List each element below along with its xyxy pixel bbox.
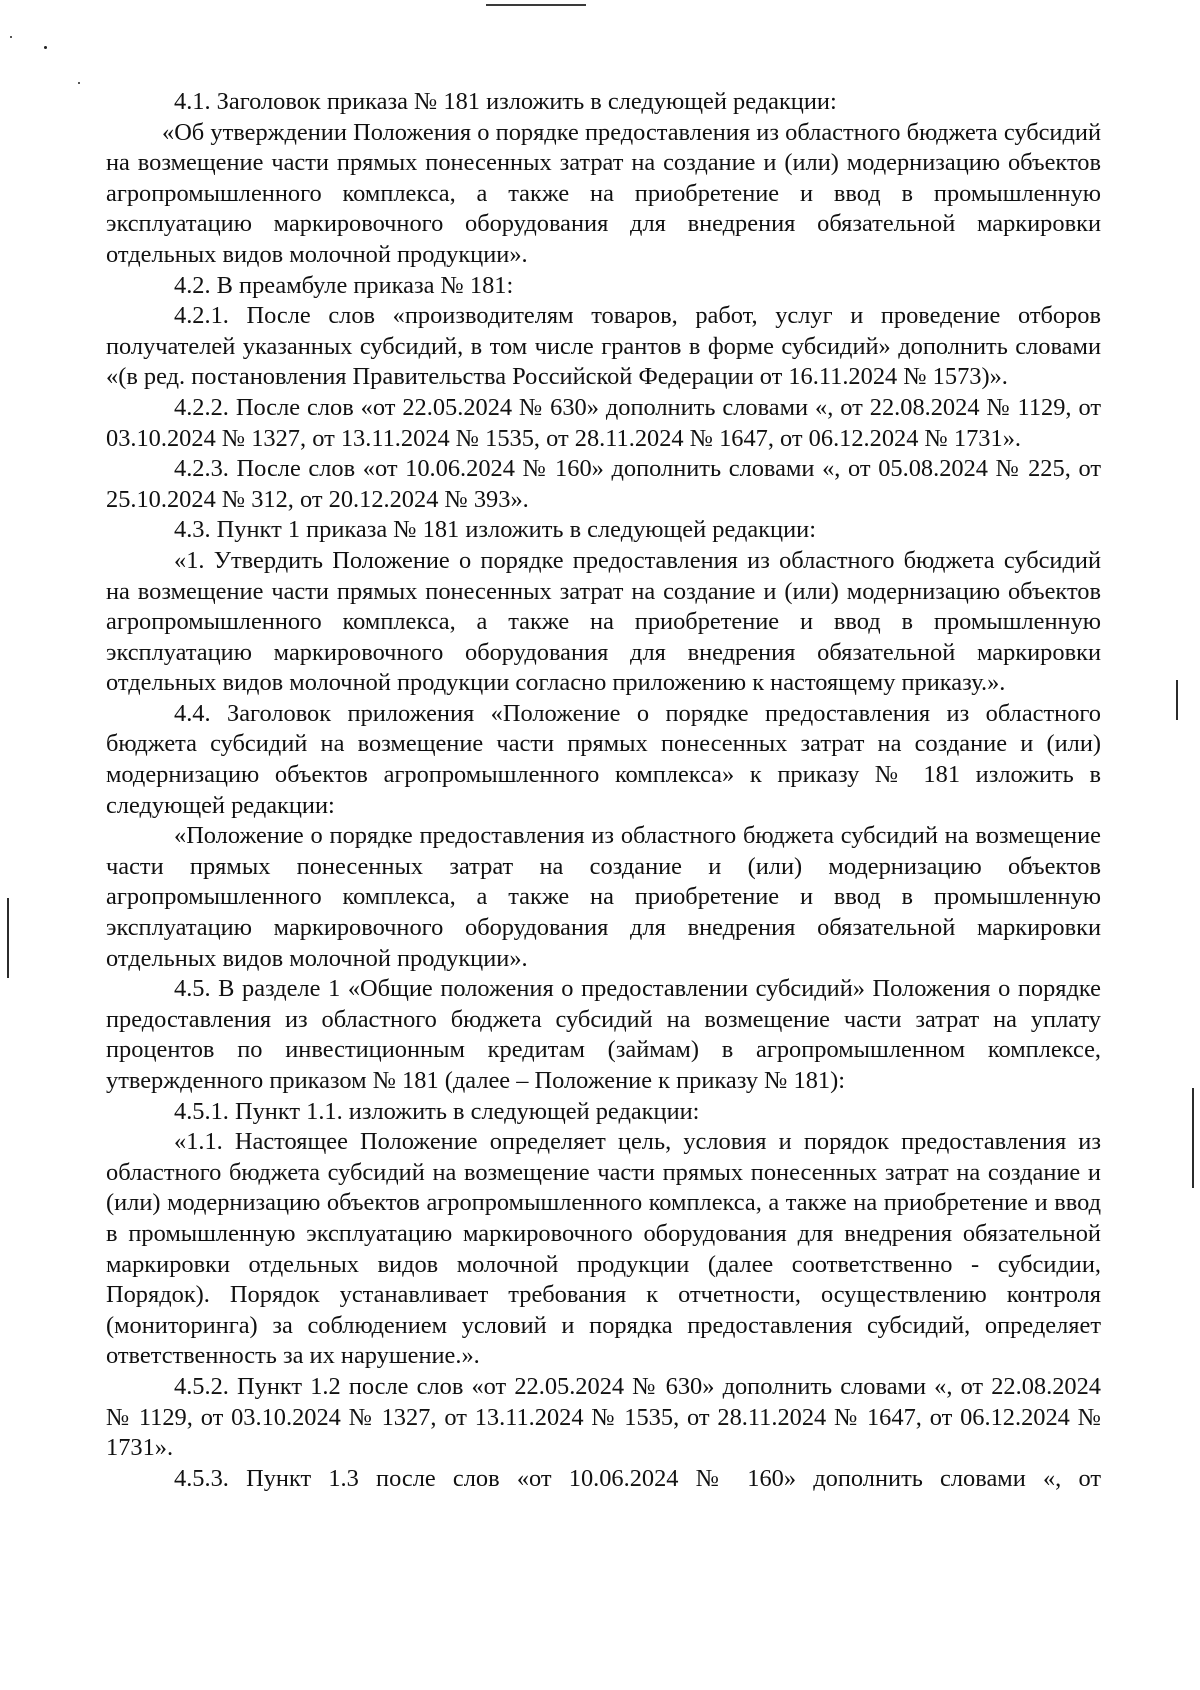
paragraph-4-2: 4.2. В преамбуле приказа № 181: xyxy=(174,271,514,299)
paragraph-appendix-title-quote: «Положение о порядке предоставления из областного бюджета субсидий на возмещение части прямых понесенных затрат на создание и (или) модернизацию объектов агропромышленного комплекса, а также на приобретение и ввод в промышленную эксплуатацию маркировочного оборудования для внедрения обязательной маркировки отдельных видов молочной продукции». xyxy=(106,822,1101,972)
paragraph-4-2-1: 4.2.1. После слов «производителям товаров, работ, услуг и проведение отборов получателей указанных субсидий, в том числе грантов в форме субсидий» дополнить словами «(в ред. постановления Правительства Российской Федерации от 16.11.2024 № 1573)». xyxy=(106,302,1101,391)
scan-speck xyxy=(10,36,12,38)
paragraph-1-1-quote: «1.1. Настоящее Положение определяет цель, условия и порядок предоставления из областного бюджета субсидий на возмещение части прямых понесенных затрат на создание и (или) модернизацию объектов агропромышленного комплекса, а также на приобретение и ввод в промышленную эксплуатацию маркировочного оборудования для внедрения обязательной маркировки отдельных видов молочной продукции (далее соответственно - субсидии, Порядок). Порядок устанавливает требования к отчетности, осуществлению контроля (мониторинга) за соблюдением условий и порядка предоставления субсидий, определяет ответственность за их нарушение.». xyxy=(106,1128,1101,1370)
paragraph-4-5-3: 4.5.3. Пункт 1.3 после слов «от 10.06.2024 № 160» дополнить словами «, от xyxy=(174,1464,1101,1492)
paragraph-title-quote: «Об утверждении Положения о порядке предоставления из областного бюджета субсидий на возмещение части прямых понесенных затрат на создание и (или) модернизацию объектов агропромышленного комплекса, а также на приобретение и ввод в промышленную эксплуатацию маркировочного оборудования для внедрения обязательной маркировки отдельных видов молочной продукции». xyxy=(106,118,1101,268)
paragraph-4-5-2: 4.5.2. Пункт 1.2 после слов «от 22.05.2024 № 630» дополнить словами «, от 22.08.2024 № 1129, от 03.10.2024 № 1327, от 13.11.2024 № 1535, от 28.11.2024 № 1647, от 06.12.2024 № 1731». xyxy=(106,1372,1101,1462)
paragraph-4-2-3: 4.2.3. После слов «от 10.06.2024 № 160» дополнить словами «, от 05.08.2024 № 225, от 25.10.2024 № 312, от 20.12.2024 № 393». xyxy=(106,455,1101,513)
paragraph-4-1: 4.1. Заголовок приказа № 181 изложить в следующей редакции: xyxy=(174,88,837,115)
top-rule xyxy=(486,4,586,6)
document-body xyxy=(106,87,1101,1494)
paragraph-4-5-1: 4.5.1. Пункт 1.1. изложить в следующей редакции: xyxy=(174,1097,700,1125)
paragraph-4-5: 4.5. В разделе 1 «Общие положения о предоставлении субсидий» Положения о порядке предоставления из областного бюджета субсидий на возмещение части затрат на уплату процентов по инвестиционным кредитам (займам) в агропромышленном комплексе, утвержденного приказом № 181 (далее – Положение к приказу № 181): xyxy=(106,975,1101,1094)
scan-speck xyxy=(44,46,47,49)
paragraph-4-3: 4.3. Пункт 1 приказа № 181 изложить в следующей редакции: xyxy=(174,516,816,544)
scan-speck xyxy=(78,82,80,84)
paragraph-point-1-quote: «1. Утвердить Положение о порядке предоставления из областного бюджета субсидий на возмещение части прямых понесенных затрат на создание и (или) модернизацию объектов агропромышленного комплекса, а также на приобретение и ввод в промышленную эксплуатацию маркировочного оборудования для внедрения обязательной маркировки отдельных видов молочной продукции согласно приложению к настоящему приказу.». xyxy=(106,546,1101,697)
scan-margin-line xyxy=(7,898,9,978)
scan-margin-line xyxy=(1176,680,1178,720)
scan-margin-line xyxy=(1192,1088,1194,1188)
paragraph-4-4: 4.4. Заголовок приложения «Положение о порядке предоставления из областного бюджета субсидий на возмещение части прямых понесенных затрат на создание и (или) модернизацию объектов агропромышленного комплекса» к приказу № 181 изложить в следующей редакции: xyxy=(106,699,1101,819)
paragraph-4-2-2: 4.2.2. После слов «от 22.05.2024 № 630» дополнить словами «, от 22.08.2024 № 1129, от 03.10.2024 № 1327, от 13.11.2024 № 1535, от 28.11.2024 № 1647, от 06.12.2024 № 1731». xyxy=(106,393,1101,452)
